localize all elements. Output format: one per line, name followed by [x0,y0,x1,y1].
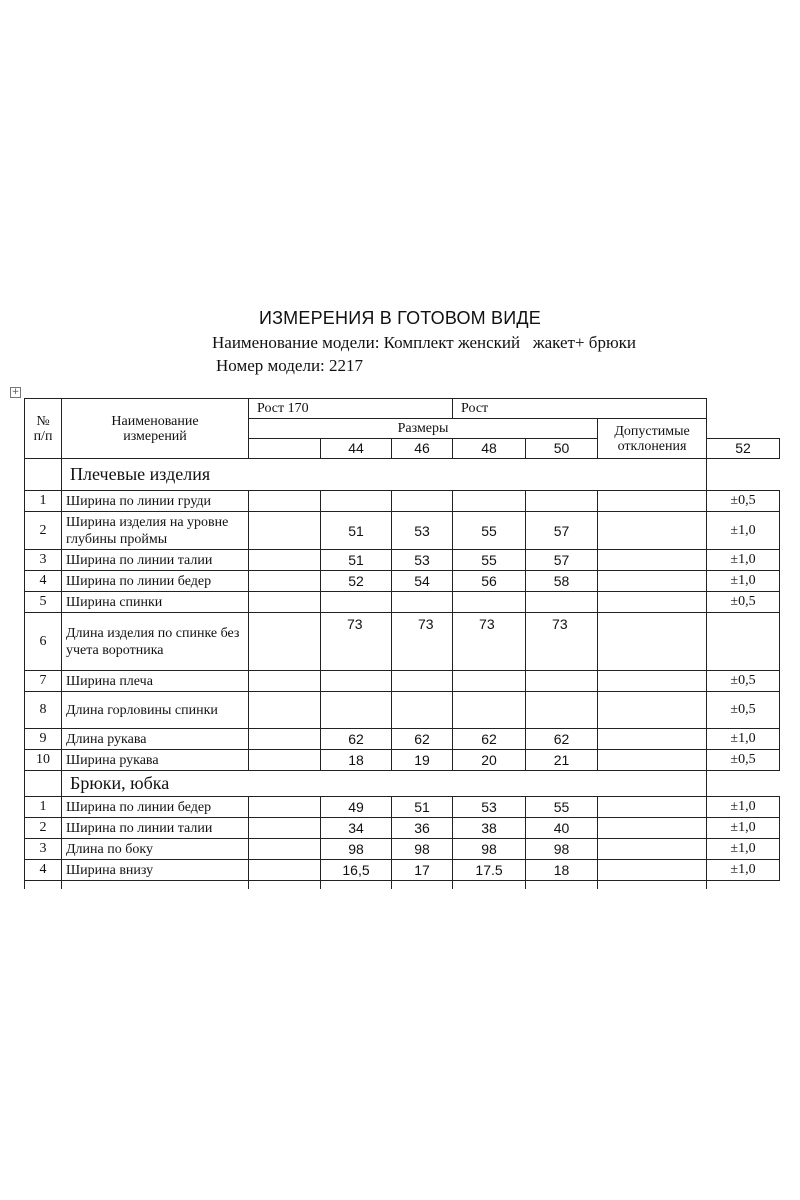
table-row [25,729,780,750]
section-row [25,459,780,491]
size-value-50: 55 [526,797,598,818]
tolerance-value: ±0,5 [707,692,780,729]
measurement-name: Ширина плеча [62,671,249,692]
size-value-48: 73 [453,613,526,671]
size-value-50: 57 [526,512,598,550]
section-no-blank [25,771,62,797]
row-number: 4 [25,860,62,881]
size-value-50: 62 [526,729,598,750]
measurement-name: Ширина по линии талии [62,818,249,839]
document-title: ИЗМЕРЕНИЯ В ГОТОВОМ ВИДЕ [258,308,542,328]
size-value-50: 57 [526,550,598,571]
table-row [25,571,780,592]
measurement-name: Длина рукава [62,729,249,750]
header-size-52: 52 [707,439,780,459]
empty-cell [249,881,321,890]
row-number: 1 [25,491,62,512]
header-size-50: 50 [526,439,598,459]
tolerance-value: ±1,0 [707,818,780,839]
growth-blank-cell [249,729,321,750]
tolerance-value: ±1,0 [707,729,780,750]
row-number: 6 [25,613,62,671]
empty-cell [453,881,526,890]
row-number: 3 [25,550,62,571]
size-value-50 [526,692,598,729]
model-name: Наименование модели: Комплект женский жакет+ брюки [212,333,637,352]
tolerance-value: ±1,0 [707,839,780,860]
size-value-48: 53 [453,797,526,818]
header-size-44: 44 [321,439,392,459]
size-value-52 [598,671,707,692]
size-value-46: 36 [392,818,453,839]
measurement-name: Ширина внизу [62,860,249,881]
size-value-44 [321,671,392,692]
row-number: 5 [25,592,62,613]
table-row [25,818,780,839]
size-value-48: 38 [453,818,526,839]
growth-blank-cell [249,839,321,860]
tolerance-value: ±0,5 [707,750,780,771]
size-value-48: 17.5 [453,860,526,881]
header-growth-170: Рост 170 [249,399,453,419]
size-value-52 [598,818,707,839]
model-number: Номер модели: 2217 [216,356,364,375]
size-value-48: 62 [453,729,526,750]
empty-cell [392,881,453,890]
size-value-50 [526,491,598,512]
size-value-50: 18 [526,860,598,881]
row-number: 3 [25,839,62,860]
empty-cell [62,881,249,890]
size-value-44: 98 [321,839,392,860]
growth-blank-cell [249,491,321,512]
size-value-46: 19 [392,750,453,771]
measurement-name: Ширина по линии бедер [62,797,249,818]
table-row [25,550,780,571]
size-value-46: 53 [392,512,453,550]
size-value-50: 73 [526,613,598,671]
size-value-46 [392,671,453,692]
growth-blank-cell [249,750,321,771]
tolerance-value: ±1,0 [707,550,780,571]
row-number: 1 [25,797,62,818]
empty-cell [25,881,62,890]
row-number: 2 [25,818,62,839]
size-value-46: 98 [392,839,453,860]
header-size-blank [249,439,321,459]
growth-blank-cell [249,797,321,818]
size-value-50: 21 [526,750,598,771]
size-value-48 [453,491,526,512]
tolerance-value: ±0,5 [707,592,780,613]
measurement-name: Ширина рукава [62,750,249,771]
tolerance-value: ±0,5 [707,671,780,692]
table-move-handle-icon[interactable]: + [11,387,20,397]
size-value-46: 54 [392,571,453,592]
size-value-48: 55 [453,550,526,571]
size-value-46 [392,491,453,512]
size-value-44 [321,692,392,729]
size-value-52 [598,729,707,750]
table-row-empty [25,881,780,890]
section-title: Брюки, юбка [62,771,707,797]
tolerance-value: ±0,5 [707,491,780,512]
size-value-50: 58 [526,571,598,592]
size-value-46: 73 [392,613,453,671]
size-value-44: 49 [321,797,392,818]
size-value-48: 98 [453,839,526,860]
size-value-52 [598,860,707,881]
size-value-52 [598,797,707,818]
table-row [25,671,780,692]
growth-blank-cell [249,592,321,613]
table-row [25,839,780,860]
growth-blank-cell [249,692,321,729]
growth-blank-cell [249,512,321,550]
table-row [25,860,780,881]
tolerance-value: ±1,0 [707,860,780,881]
growth-blank-cell [249,671,321,692]
size-value-46 [392,592,453,613]
size-value-44: 18 [321,750,392,771]
tolerance-value [707,613,780,671]
size-value-52 [598,613,707,671]
tolerance-value: ±1,0 [707,512,780,550]
row-number: 9 [25,729,62,750]
header-size-46: 46 [392,439,453,459]
empty-cell [526,881,598,890]
size-value-48: 20 [453,750,526,771]
measurement-name: Длина горловины спинки [62,692,249,729]
measurement-name: Ширина по линии бедер [62,571,249,592]
size-value-52 [598,692,707,729]
row-number: 10 [25,750,62,771]
growth-blank-cell [249,613,321,671]
size-value-44 [321,491,392,512]
size-value-48 [453,592,526,613]
size-value-44: 62 [321,729,392,750]
size-value-44: 52 [321,571,392,592]
growth-blank-cell [249,571,321,592]
growth-blank-cell [249,550,321,571]
table-row [25,613,780,671]
size-value-44: 73 [321,613,392,671]
size-value-52 [598,839,707,860]
size-value-52 [598,571,707,592]
table-row [25,692,780,729]
growth-blank-cell [249,818,321,839]
measurement-name: Ширина по линии талии [62,550,249,571]
size-value-52 [598,750,707,771]
size-value-50: 40 [526,818,598,839]
header-growth: Рост [453,399,707,419]
size-value-48 [453,692,526,729]
table-row [25,797,780,818]
growth-blank-cell [249,860,321,881]
size-value-46: 62 [392,729,453,750]
empty-cell [321,881,392,890]
size-value-46: 17 [392,860,453,881]
measurement-name: Ширина спинки [62,592,249,613]
size-value-44 [321,592,392,613]
size-value-44: 51 [321,550,392,571]
empty-cell [598,881,707,890]
tolerance-value: ±1,0 [707,571,780,592]
size-value-48 [453,671,526,692]
row-number: 7 [25,671,62,692]
section-row [25,771,780,797]
size-value-44: 34 [321,818,392,839]
section-no-blank [25,459,62,491]
header-sizes: Размеры [249,419,598,439]
table-row [25,592,780,613]
measurement-name: Ширина по линии груди [62,491,249,512]
table-row [25,512,780,550]
size-value-48: 56 [453,571,526,592]
measurement-name: Длина изделия по спинке без учета воротника [62,613,249,671]
size-value-44: 16,5 [321,860,392,881]
table-row [25,750,780,771]
header-name: Наименование измерений [62,399,249,459]
measurement-name: Ширина изделия на уровне глубины проймы [62,512,249,550]
section-title: Плечевые изделия [62,459,707,491]
table-row [25,491,780,512]
measurement-name: Длина по боку [62,839,249,860]
size-value-46 [392,692,453,729]
size-value-52 [598,512,707,550]
size-value-52 [598,550,707,571]
header-tolerance: Допустимые отклонения [598,419,707,459]
header-no: № п/п [25,399,62,459]
measurements-table [24,398,780,889]
header-size-48: 48 [453,439,526,459]
size-value-50 [526,671,598,692]
size-value-46: 53 [392,550,453,571]
size-value-52 [598,491,707,512]
size-value-44: 51 [321,512,392,550]
size-value-50: 98 [526,839,598,860]
tolerance-value: ±1,0 [707,797,780,818]
size-value-46: 51 [392,797,453,818]
row-number: 8 [25,692,62,729]
row-number: 4 [25,571,62,592]
size-value-48: 55 [453,512,526,550]
size-value-52 [598,592,707,613]
row-number: 2 [25,512,62,550]
size-value-50 [526,592,598,613]
